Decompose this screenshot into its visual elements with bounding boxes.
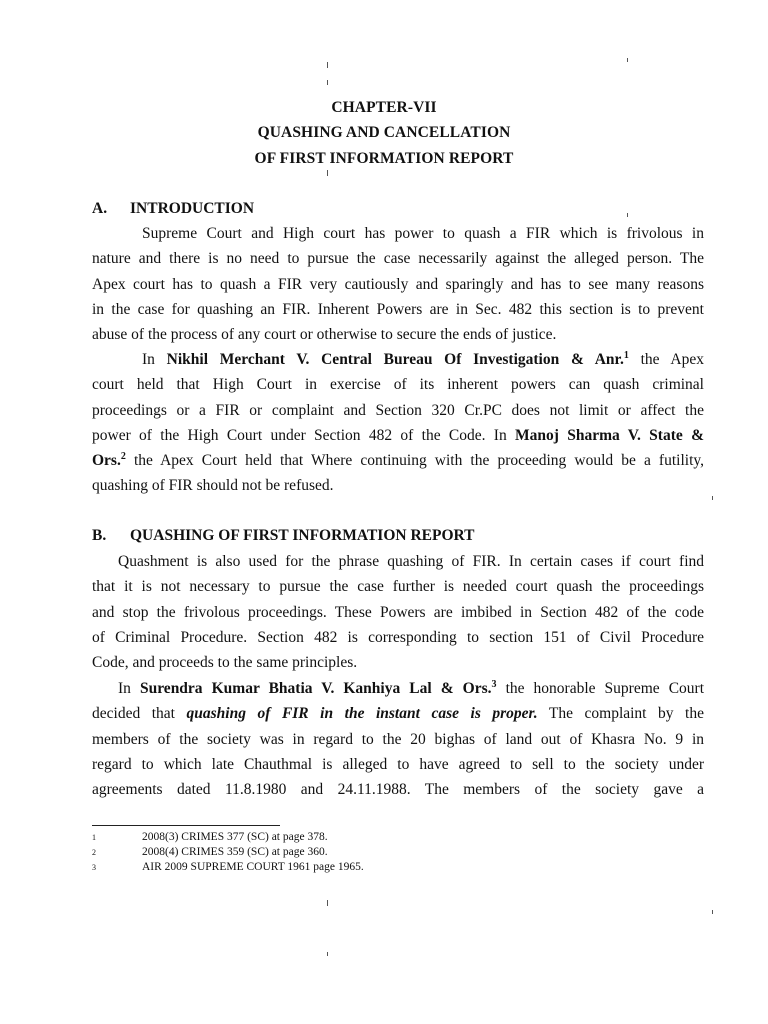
- paragraph-line: abuse of the process of any court or otherwise to secure the ends of justice.: [92, 326, 557, 344]
- section-a-paragraph-1: [92, 221, 704, 347]
- case-citation-3: Surendra Kumar Bhatia V. Kanhiya Lal & Ors.: [139, 680, 492, 697]
- word-in: In: [118, 680, 131, 697]
- case-citation-2: Manoj Sharma V. State &: [515, 426, 704, 444]
- section-b-heading: [92, 527, 475, 545]
- word-in: In: [142, 351, 155, 368]
- line-tail: The complaint by the: [548, 705, 704, 723]
- section-b-paragraph-1: [92, 549, 704, 675]
- footnote-ref-2: 2: [120, 451, 126, 463]
- case-citation-1: Nikhil Merchant V. Central Bureau Of Investigation & Anr.: [166, 351, 624, 368]
- emphasized-holding: quashing of FIR in the instant case is proper.: [186, 705, 538, 723]
- paragraph-line: of Criminal Procedure. Section 482 is corresponding to section 151 of Civil Procedure: [92, 628, 704, 646]
- footnote-text: AIR 2009 SUPREME COURT 1961 page 1965.: [142, 861, 364, 873]
- paragraph-line: [92, 701, 704, 726]
- paragraph-line: proceedings or a FIR or complaint and Section 320 Cr.PC does not limit or affect the: [92, 401, 704, 419]
- line-tail: the Apex: [640, 351, 705, 368]
- paragraph-line: [92, 423, 704, 448]
- line-tail: the honorable Supreme Court: [505, 680, 705, 697]
- scan-speck: [712, 496, 713, 500]
- paragraph-line: that it is not necessary to pursue the case further is needed court quash the proceedings: [92, 578, 704, 596]
- footnote-ref-1: 1: [623, 349, 629, 361]
- paragraph-line: members of the society was in regard to the 20 bighas of land out of Khasra No. 9 in: [92, 730, 704, 748]
- section-a-title: INTRODUCTION: [130, 200, 255, 217]
- paragraph-line: nature and there is no need to pursue the case necessarily against the alleged person. The: [92, 250, 704, 268]
- footnote-1: [92, 831, 328, 844]
- footnote-2: [92, 846, 328, 859]
- scan-speck: [712, 910, 713, 914]
- paragraph-line: [92, 448, 704, 473]
- paragraph-line: Supreme Court and High court has power to quash a FIR which is frivolous in: [142, 225, 704, 242]
- section-a-letter: A.: [92, 200, 108, 217]
- paragraph-line: [92, 347, 704, 372]
- scan-speck: [327, 62, 328, 68]
- paragraph-line: Quashment is also used for the phrase quashing of FIR. In certain cases if court find: [118, 553, 704, 570]
- line-lead: power of the High Court under Section 482 of the Code. In: [92, 426, 507, 444]
- footnote-text: 2008(3) CRIMES 377 (SC) at page 378.: [142, 831, 328, 843]
- chapter-title-line-2: OF FIRST INFORMATION REPORT: [254, 150, 514, 167]
- scan-speck: [327, 900, 328, 906]
- section-b-title: QUASHING OF FIRST INFORMATION REPORT: [130, 527, 475, 544]
- scan-speck: [327, 952, 328, 956]
- paragraph-line: Code, and proceeds to the same principles.: [92, 654, 358, 672]
- line-lead: decided that: [92, 705, 175, 723]
- paragraph-line: regard to which late Chauthmal is alleged to have agreed to sell to the society under: [92, 755, 704, 773]
- paragraph-line: Apex court has to quash a FIR very cautiously and sparingly and has to see many reasons: [92, 275, 704, 293]
- chapter-title-line-1: QUASHING AND CANCELLATION: [257, 124, 511, 141]
- footnote-number: 3: [92, 863, 96, 872]
- line-tail: the Apex Court held that Where continuing with the proceeding would be a futility,: [133, 452, 704, 470]
- section-a-heading: [92, 200, 254, 218]
- section-a-paragraph-2: [92, 347, 704, 499]
- paragraph-line: in the case for quashing an FIR. Inherent Powers are in Sec. 482 this section is to prevent: [92, 300, 704, 318]
- footnote-3: [92, 861, 364, 874]
- paragraph-line: court held that High Court in exercise of its inherent powers can quash criminal: [92, 376, 704, 394]
- footnote-separator: [92, 825, 280, 826]
- scan-speck: [327, 80, 328, 85]
- paragraph-line: [92, 676, 704, 701]
- paragraph-line: and stop the frivolous proceedings. These Powers are imbibed in Section 482 of the code: [92, 603, 704, 621]
- paragraph-line: quashing of FIR should not be refused.: [92, 477, 334, 495]
- footnote-text: 2008(4) CRIMES 359 (SC) at page 360.: [142, 846, 328, 858]
- footnote-number: 1: [92, 833, 96, 842]
- paragraph-line: agreements dated 11.8.1980 and 24.11.1988. The members of the society gave a: [92, 781, 704, 799]
- footnote-number: 2: [92, 848, 96, 857]
- scan-speck: [327, 170, 328, 176]
- footnote-ref-3: 3: [491, 678, 497, 690]
- scan-speck: [627, 58, 628, 62]
- section-b-paragraph-2: [92, 676, 704, 802]
- case-citation-2-end: Ors.: [92, 452, 121, 470]
- chapter-number: CHAPTER-VII: [331, 99, 437, 116]
- section-b-letter: B.: [92, 527, 107, 544]
- scan-speck: [627, 213, 628, 217]
